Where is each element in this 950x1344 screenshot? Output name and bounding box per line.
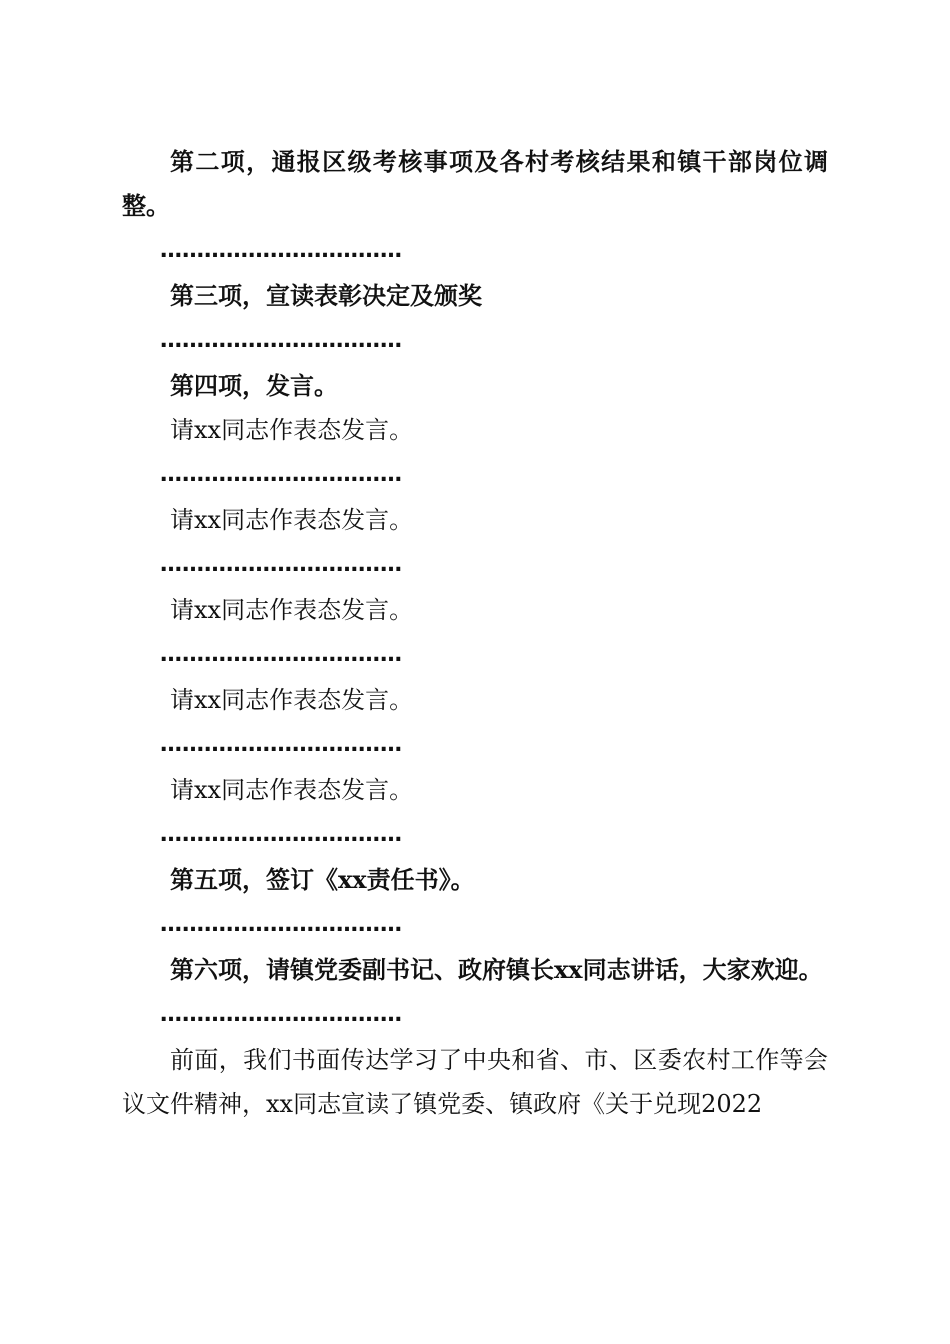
- ellipsis-line: ……………………………: [160, 642, 402, 667]
- item-2-heading: 第二项，通报区级考核事项及各村考核结果和镇干部岗位调整。: [122, 147, 828, 220]
- ellipsis-line: ……………………………: [160, 912, 402, 937]
- item-3-heading: 第三项，宣读表彰决定及颁奖: [170, 281, 482, 310]
- speech-invite-line: 请xx同志作表态发言。: [170, 596, 414, 624]
- speech-invite-line: 请xx同志作表态发言。: [170, 416, 414, 444]
- ellipsis-line: ……………………………: [160, 462, 402, 487]
- item-5-heading: 第五项，签订《xx责任书》。: [170, 865, 475, 894]
- speech-invite-line: 请xx同志作表态发言。: [170, 776, 414, 804]
- document-body: [122, 140, 828, 1126]
- ellipsis-line: ……………………………: [160, 1002, 402, 1027]
- ellipsis-line: ……………………………: [160, 328, 402, 353]
- ellipsis-line: ……………………………: [160, 732, 402, 757]
- speech-invite-line: 请xx同志作表态发言。: [170, 686, 414, 714]
- item-6-heading: 第六项，请镇党委副书记、政府镇长xx同志讲话，大家欢迎。: [170, 955, 823, 984]
- ellipsis-line: ……………………………: [160, 822, 402, 847]
- speech-invite-line: 请xx同志作表态发言。: [170, 506, 414, 534]
- ellipsis-line: ……………………………: [160, 238, 402, 263]
- closing-paragraph: 前面，我们书面传达学习了中央和省、市、区委农村工作等会议文件精神，xx同志宣读了镇党委、镇政府《关于兑现2022: [122, 1046, 828, 1118]
- item-4-heading: 第四项，发言。: [170, 371, 338, 400]
- ellipsis-line: ……………………………: [160, 552, 402, 577]
